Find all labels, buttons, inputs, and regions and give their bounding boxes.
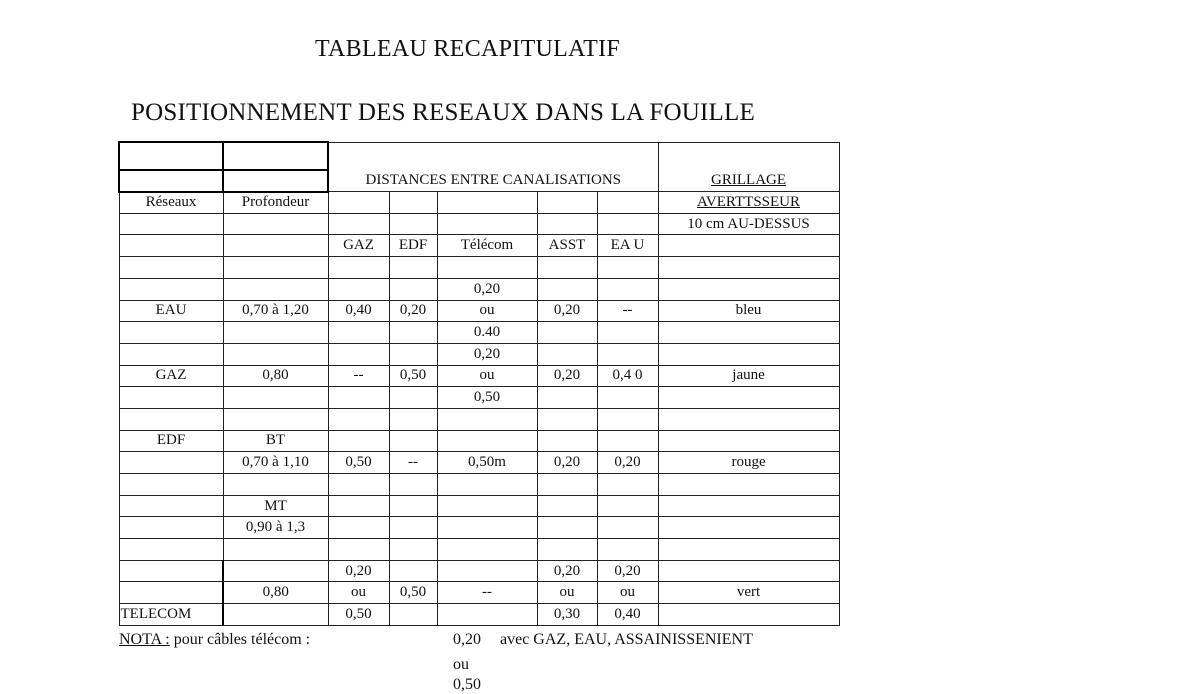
blank-cell — [328, 430, 389, 452]
table-row — [119, 300, 839, 322]
table-row — [119, 452, 839, 474]
gaz-telecom-ou: ou — [437, 365, 537, 387]
blank-cell — [223, 387, 328, 409]
blank-cell — [389, 539, 437, 561]
blank-cell — [597, 278, 658, 300]
blank-cell — [597, 213, 658, 235]
telecom-eau-b: 0,40 — [597, 604, 658, 626]
blank-cell — [119, 408, 223, 430]
blank-cell — [597, 495, 658, 517]
blank-cell — [658, 408, 839, 430]
blank-cell — [437, 495, 537, 517]
blank-cell — [437, 408, 537, 430]
blank-cell — [537, 430, 597, 452]
blank-cell — [389, 474, 437, 496]
nota-line — [119, 631, 310, 649]
blank-cell — [537, 343, 597, 365]
col-telecom-header: Télécom — [437, 235, 537, 257]
blank-cell — [223, 604, 328, 626]
blank-cell — [537, 213, 597, 235]
blank-cell — [437, 474, 537, 496]
telecom-asst-b: 0,30 — [537, 604, 597, 626]
reseaux-header: Réseaux — [119, 192, 223, 214]
col-edf-header: EDF — [389, 235, 437, 257]
blank-cell — [119, 517, 223, 539]
blank-cell — [537, 192, 597, 214]
blank-cell — [658, 495, 839, 517]
nota-label: NOTA : — [119, 631, 170, 648]
nota-description: avec GAZ, EAU, ASSAINISSENIENT — [500, 631, 753, 648]
eau-telecom-b: 0.40 — [437, 322, 537, 344]
col-eau-header: EA U — [597, 235, 658, 257]
blank-cell — [537, 517, 597, 539]
blank-cell — [658, 257, 839, 279]
blank-cell — [328, 517, 389, 539]
gaz-name: GAZ — [119, 365, 223, 387]
blank-cell — [389, 343, 437, 365]
blank-cell — [328, 343, 389, 365]
blank-cell — [119, 170, 223, 192]
blank-cell — [537, 322, 597, 344]
blank-cell — [597, 343, 658, 365]
blank-cell — [597, 192, 658, 214]
edf-eau: 0,20 — [597, 452, 658, 474]
blank-cell — [597, 539, 658, 561]
blank-cell — [328, 495, 389, 517]
gaz-asst: 0,20 — [537, 365, 597, 387]
eau-depth: 0,70 à 1,20 — [223, 300, 328, 322]
eau-telecom-ou: ou — [437, 300, 537, 322]
position-header: 10 cm AU-DESSUS — [658, 213, 839, 235]
blank-cell — [389, 213, 437, 235]
avertisseur-header: AVERTTSSEUR — [658, 192, 839, 214]
telecom-gaz-ou: ou — [328, 582, 389, 604]
grillage-header: GRILLAGE — [658, 170, 839, 192]
blank-cell — [328, 257, 389, 279]
edf-asst: 0,20 — [537, 452, 597, 474]
blank-cell — [658, 322, 839, 344]
blank-cell — [597, 430, 658, 452]
blank-cell — [223, 142, 328, 170]
blank-cell — [119, 142, 223, 170]
blank-cell — [328, 322, 389, 344]
telecom-name: TELECOM — [119, 604, 223, 626]
blank-cell — [328, 192, 389, 214]
blank-cell — [437, 560, 537, 582]
main-title: TABLEAU RECAPITULATIF — [314, 36, 621, 62]
blank-cell — [119, 278, 223, 300]
eau-eau: -- — [597, 300, 658, 322]
blank-cell — [119, 539, 223, 561]
gaz-depth: 0,80 — [223, 365, 328, 387]
blank-cell — [658, 387, 839, 409]
blank-cell — [223, 170, 328, 192]
blank-cell — [597, 474, 658, 496]
nota-text: pour câbles télécom : — [169, 631, 311, 648]
blank-cell — [389, 408, 437, 430]
blank-cell — [437, 213, 537, 235]
blank-cell — [437, 430, 537, 452]
blank-cell — [658, 517, 839, 539]
gaz-color: jaune — [658, 365, 839, 387]
blank-cell — [328, 213, 389, 235]
edf-gaz: 0,50 — [328, 452, 389, 474]
blank-cell — [537, 495, 597, 517]
blank-cell — [658, 278, 839, 300]
blank-cell — [437, 539, 537, 561]
blank-cell — [389, 430, 437, 452]
blank-cell — [658, 235, 839, 257]
sub-title: POSITIONNEMENT DES RESEAUX DANS LA FOUILLE — [131, 99, 755, 126]
blank-cell — [223, 213, 328, 235]
blank-cell — [119, 452, 223, 474]
blank-cell — [119, 582, 223, 604]
blank-cell — [437, 257, 537, 279]
blank-cell — [328, 387, 389, 409]
blank-cell — [223, 408, 328, 430]
distances-header: DISTANCES ENTRE CANALISATIONS — [328, 170, 658, 192]
edf-edf: -- — [389, 452, 437, 474]
blank-cell — [389, 495, 437, 517]
gaz-eau: 0,4 0 — [597, 365, 658, 387]
blank-cell — [389, 192, 437, 214]
blank-cell — [328, 142, 658, 170]
nota-value-2: 0,50 — [453, 676, 481, 693]
table-row — [119, 365, 839, 387]
blank-cell — [389, 604, 437, 626]
blank-cell — [537, 257, 597, 279]
blank-cell — [389, 387, 437, 409]
blank-cell — [328, 474, 389, 496]
blank-cell — [437, 517, 537, 539]
blank-cell — [119, 213, 223, 235]
telecom-eau-ou: ou — [597, 582, 658, 604]
blank-cell — [223, 322, 328, 344]
blank-cell — [223, 539, 328, 561]
gaz-telecom-b: 0,50 — [437, 387, 537, 409]
col-gaz-header: GAZ — [328, 235, 389, 257]
gaz-telecom-a: 0,20 — [437, 343, 537, 365]
edf-name: EDF — [119, 430, 223, 452]
nota-ou: ou — [453, 656, 469, 673]
blank-cell — [658, 430, 839, 452]
nota-value-1: 0,20 — [453, 631, 481, 648]
blank-cell — [658, 142, 839, 170]
table-row — [119, 582, 839, 604]
blank-cell — [119, 343, 223, 365]
blank-cell — [389, 322, 437, 344]
blank-cell — [597, 408, 658, 430]
blank-cell — [223, 257, 328, 279]
blank-cell — [537, 539, 597, 561]
blank-cell — [223, 343, 328, 365]
edf-color: rouge — [658, 452, 839, 474]
blank-cell — [119, 235, 223, 257]
col-asst-header: ASST — [537, 235, 597, 257]
eau-gaz: 0,40 — [328, 300, 389, 322]
blank-cell — [597, 257, 658, 279]
blank-cell — [537, 474, 597, 496]
blank-cell — [658, 539, 839, 561]
edf-mt-depth: 0,90 à 1,3 — [223, 517, 328, 539]
blank-cell — [597, 387, 658, 409]
blank-cell — [658, 560, 839, 582]
blank-cell — [223, 235, 328, 257]
blank-cell — [537, 408, 597, 430]
blank-cell — [389, 257, 437, 279]
eau-telecom-a: 0,20 — [437, 278, 537, 300]
blank-cell — [119, 560, 223, 582]
edf-bt-label: BT — [223, 430, 328, 452]
blank-cell — [223, 278, 328, 300]
eau-name: EAU — [119, 300, 223, 322]
blank-cell — [658, 604, 839, 626]
telecom-asst-ou: ou — [537, 582, 597, 604]
eau-color: bleu — [658, 300, 839, 322]
blank-cell — [328, 408, 389, 430]
telecom-gaz-a: 0,20 — [328, 560, 389, 582]
profondeur-header: Profondeur — [223, 192, 328, 214]
blank-cell — [537, 387, 597, 409]
summary-table — [118, 141, 840, 626]
blank-cell — [389, 278, 437, 300]
blank-cell — [658, 343, 839, 365]
telecom-eau-a: 0,20 — [597, 560, 658, 582]
blank-cell — [389, 517, 437, 539]
blank-cell — [119, 495, 223, 517]
blank-cell — [119, 387, 223, 409]
blank-cell — [119, 322, 223, 344]
telecom-gaz-b: 0,50 — [328, 604, 389, 626]
blank-cell — [597, 517, 658, 539]
blank-cell — [437, 604, 537, 626]
blank-cell — [328, 278, 389, 300]
gaz-edf: 0,50 — [389, 365, 437, 387]
blank-cell — [658, 474, 839, 496]
eau-asst: 0,20 — [537, 300, 597, 322]
eau-edf: 0,20 — [389, 300, 437, 322]
telecom-color: vert — [658, 582, 839, 604]
edf-telecom: 0,50m — [437, 452, 537, 474]
blank-cell — [119, 474, 223, 496]
blank-cell — [328, 539, 389, 561]
edf-mt-label: MT — [223, 495, 328, 517]
blank-cell — [389, 560, 437, 582]
blank-cell — [223, 560, 328, 582]
blank-cell — [437, 192, 537, 214]
blank-cell — [119, 257, 223, 279]
telecom-depth: 0,80 — [223, 582, 328, 604]
telecom-telecom: -- — [437, 582, 537, 604]
edf-bt-depth: 0,70 à 1,10 — [223, 452, 328, 474]
blank-cell — [537, 278, 597, 300]
blank-cell — [597, 322, 658, 344]
telecom-edf: 0,50 — [389, 582, 437, 604]
gaz-gaz: -- — [328, 365, 389, 387]
telecom-asst-a: 0,20 — [537, 560, 597, 582]
blank-cell — [223, 474, 328, 496]
